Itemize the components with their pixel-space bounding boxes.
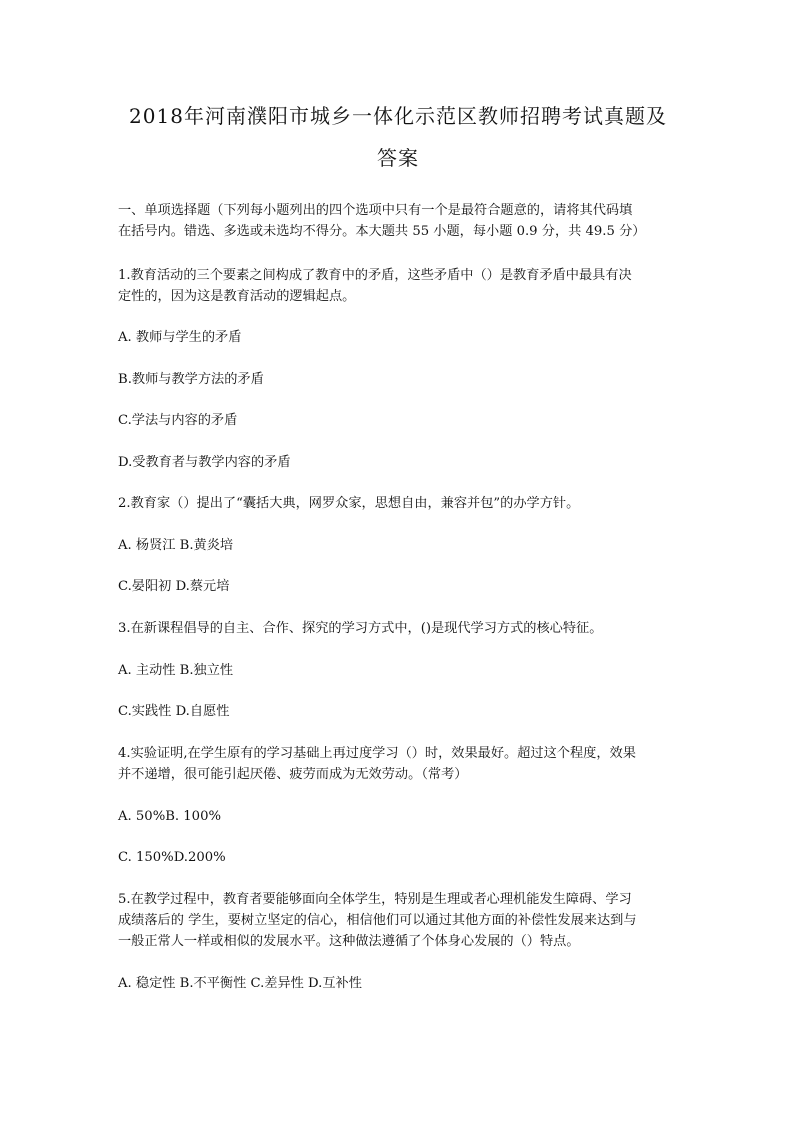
question-3-stem <box>118 618 678 639</box>
question-2-option-cd: C.晏阳初 D.蔡元培 <box>118 579 230 594</box>
question-stem-line: 5.在教学过程中，教育者要能够面向全体学生，特别是生理或者心理机能发生障碍、学习 <box>118 892 632 907</box>
question-2-option-ab: A. 杨贤江 B.黄炎培 <box>118 538 234 553</box>
document-title-line-1: 2018年河南濮阳市城乡一体化示范区教师招聘考试真题及 <box>129 104 667 128</box>
question-4-stem <box>118 743 678 785</box>
section-intro-line: 一、单项选择题（下列每小题列出的四个选项中只有一个是最符合题意的，请将其代码填 <box>118 203 633 218</box>
question-1-option-c: C.学法与内容的矛盾 <box>118 413 238 428</box>
question-1-option-d: D.受教育者与教学内容的矛盾 <box>118 455 291 470</box>
question-stem-line: 成绩落后的 学生，要树立坚定的信心，相信他们可以通过其他方面的补偿性发展来达到与 <box>118 913 637 928</box>
section-intro-line: 在括号内。错选、多选或未选均不得分。本大题共 55 小题，每小题 0.9 分，共 49.5 分） <box>118 224 646 239</box>
question-stem-line: 一般正常人一样或相似的发展水平。这种做法遵循了个体身心发展的（）特点。 <box>118 934 580 949</box>
question-5-stem <box>118 889 678 952</box>
question-stem-line: 4.实验证明,在学生原有的学习基础上再过度学习（）时，效果最好。超过这个程度，效果 <box>118 746 636 761</box>
question-stem-line: 1.教育活动的三个要素之间构成了教育中的矛盾，这些矛盾中（）是教育矛盾中最具有决 <box>118 268 632 283</box>
question-stem-line: 定性的，因为这是教育活动的逻辑起点。 <box>118 289 356 304</box>
question-1-option-a: A. 教师与学生的矛盾 <box>118 330 242 345</box>
document-title-line-2: 答案 <box>377 146 419 170</box>
question-stem-line: 并不递增，很可能引起厌倦、疲劳而成为无效劳动。（常考） <box>118 767 468 782</box>
question-3-option-cd: C.实践性 D.自愿性 <box>118 704 230 719</box>
question-3-option-ab: A. 主动性 B.独立性 <box>118 663 234 678</box>
question-1-option-b: B.教师与教学方法的矛盾 <box>118 372 264 387</box>
question-stem-line: 3.在新课程倡导的自主、合作、探究的学习方式中，()是现代学习方式的核心特征。 <box>118 621 603 636</box>
question-stem-line: 2.教育家（）提出了“囊括大典，网罗众家，思想自由，兼容并包”的办学方针。 <box>118 496 580 511</box>
question-4-option-cd: C. 150%D.200% <box>118 850 226 865</box>
question-2-stem <box>118 493 678 514</box>
question-4-option-ab: A. 50%B. 100% <box>118 809 221 824</box>
question-1-stem <box>118 265 678 307</box>
section-intro <box>118 200 678 242</box>
question-5-options: A. 稳定性 B.不平衡性 C.差异性 D.互补性 <box>118 976 362 991</box>
